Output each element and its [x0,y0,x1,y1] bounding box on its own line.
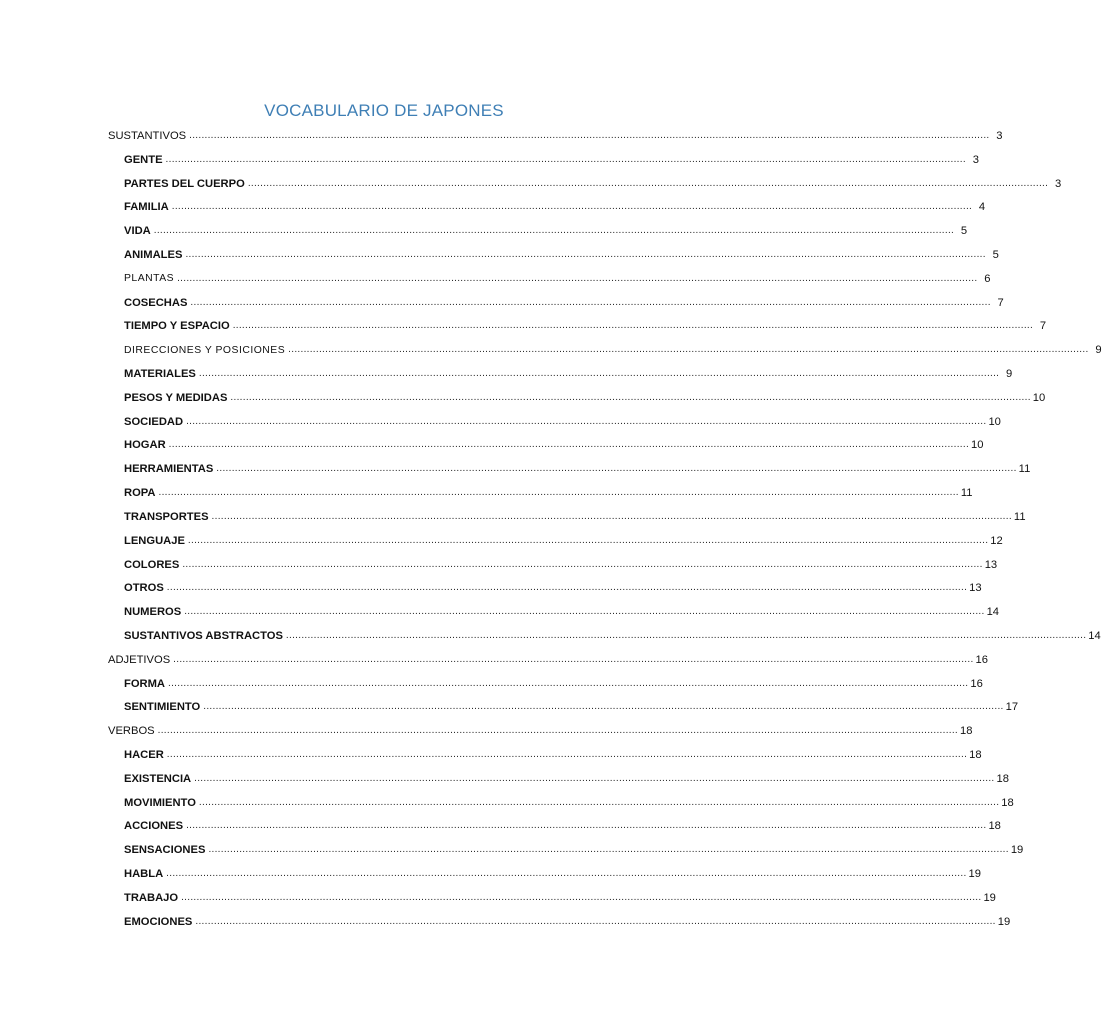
toc-entry-label[interactable]: VIDA [124,225,151,238]
toc-entry[interactable] [108,291,1004,315]
toc-entry[interactable] [108,219,968,243]
dot-leader: .................................................................................................................................................................................................................................................................... [185,248,986,260]
toc-entry-page-number[interactable]: 7 [1039,320,1047,333]
toc-entry-label[interactable]: DIRECCIONES Y POSICIONES [124,344,286,356]
toc-entry-page-number[interactable]: 18 [1001,796,1014,809]
toc-entry[interactable] [108,434,984,458]
dot-leader: .................................................................................................................................................................................................................................................................... [173,653,974,665]
dot-leader: .................................................................................................................................................................................................................................................................... [189,129,990,141]
toc-entry-label[interactable]: PARTES DEL CUERPO [124,177,245,190]
dot-leader: .................................................................................................................................................................................................................................................................... [157,725,959,737]
toc-entry-page-number[interactable]: 11 [1013,510,1026,523]
toc-entry-label[interactable]: COSECHAS [124,296,188,309]
toc-entry-page-number[interactable]: 18 [996,772,1009,785]
toc-entry[interactable] [108,815,1001,839]
toc-entry-label[interactable]: TRANSPORTES [124,510,209,523]
toc-entry-label[interactable]: FORMA [124,677,166,690]
document-title: VOCABULARIO DE JAPONES [264,101,504,120]
table-of-contents [108,124,1102,934]
dot-leader: .................................................................................................................................................................................................................................................................... [153,225,955,237]
dot-leader: .................................................................................................................................................................................................................................................................... [285,629,1087,641]
toc-entry[interactable] [108,386,1046,410]
toc-entry[interactable] [108,481,973,505]
toc-entry-label[interactable]: HACER [124,749,164,762]
toc-entry-page-number[interactable]: 3 [972,153,979,166]
toc-entry-label[interactable]: MOVIMIENTO [124,796,196,809]
toc-entry-page-number[interactable]: 9 [1095,344,1102,357]
toc-entry[interactable] [108,172,1062,196]
toc-entry-page-number[interactable]: 10 [971,439,984,452]
toc-entry-page-number[interactable]: 17 [1005,701,1019,714]
dot-leader: .................................................................................................................................................................................................................................................................... [187,534,989,546]
toc-entry[interactable] [108,743,982,767]
toc-entry[interactable] [108,600,1000,624]
toc-entry[interactable] [108,886,996,910]
toc-entry-label[interactable]: PESOS Y MEDIDAS [124,391,228,404]
dot-leader: .................................................................................................................................................................................................................................................................... [198,368,1000,380]
toc-entry-page-number[interactable]: 10 [988,415,1001,428]
toc-entry-label[interactable]: PLANTAS [124,273,175,285]
toc-entry-page-number[interactable]: 5 [960,225,968,238]
toc-entry-label[interactable]: SUSTANTIVOS [108,129,187,142]
toc-entry-label[interactable]: SENTIMIENTO [124,701,201,714]
toc-entry[interactable] [108,243,999,267]
toc-entry-label[interactable]: OTROS [124,582,164,595]
toc-entry-page-number[interactable]: 13 [984,558,998,571]
dot-leader: .................................................................................................................................................................................................................................................................... [177,272,978,284]
dot-leader: .................................................................................................................................................................................................................................................................... [247,177,1049,189]
dot-leader: .................................................................................................................................................................................................................................................................... [194,772,995,784]
toc-entry[interactable] [108,338,1102,362]
toc-entry[interactable] [108,862,981,886]
toc-entry[interactable] [108,124,1003,148]
toc-entry-label[interactable]: MATERIALES [124,368,196,381]
dot-leader: .................................................................................................................................................................................................................................................................... [184,606,985,618]
toc-entry-label[interactable]: HABLA [124,868,164,881]
dot-leader: .................................................................................................................................................................................................................................................................... [216,463,1017,475]
toc-entry[interactable] [108,529,1003,553]
toc-entry[interactable] [108,791,1014,815]
dot-leader: .................................................................................................................................................................................................................................................................... [198,796,1000,808]
dot-leader: .................................................................................................................................................................................................................................................................... [165,153,966,165]
dot-leader: .................................................................................................................................................................................................................................................................... [166,868,967,880]
toc-entry[interactable] [108,767,1009,791]
dot-leader: .................................................................................................................................................................................................................................................................... [232,320,1034,332]
toc-entry-page-number[interactable]: 18 [988,820,1001,833]
toc-entry[interactable] [108,148,979,172]
toc-entry-page-number[interactable]: 3 [1054,177,1062,190]
dot-leader: .................................................................................................................................................................................................................................................................... [288,344,1089,356]
toc-entry-page-number[interactable]: 13 [969,582,982,595]
toc-entry-label[interactable]: ACCIONES [124,820,184,833]
toc-entry[interactable] [108,315,1047,339]
toc-entry-label[interactable]: EXISTENCIA [124,772,192,785]
toc-entry[interactable] [108,267,991,291]
toc-entry-label[interactable]: FAMILIA [124,201,169,214]
toc-entry-label[interactable]: ROPA [124,487,156,500]
toc-entry-label[interactable]: SUSTANTIVOS ABSTRACTOS [124,629,283,642]
toc-entry-page-number[interactable]: 4 [978,201,986,214]
dot-leader: .................................................................................................................................................................................................................................................................... [195,915,996,927]
toc-entry[interactable] [108,195,986,219]
toc-entry-page-number[interactable]: 19 [997,915,1011,928]
toc-entry[interactable] [108,910,1011,934]
toc-entry-label[interactable]: TRABAJO [124,891,179,904]
dot-leader: .................................................................................................................................................................................................................................................................... [186,415,987,427]
toc-entry-label[interactable]: COLORES [124,558,180,571]
toc-entry[interactable] [108,648,988,672]
toc-entry-page-number[interactable]: 5 [992,248,999,261]
toc-entry-label[interactable]: VERBOS [108,725,155,738]
toc-entry[interactable] [108,505,1026,529]
toc-entry-page-number[interactable]: 9 [1006,368,1013,381]
toc-entry[interactable] [108,457,1031,481]
toc-entry[interactable] [108,362,1013,386]
dot-leader: .................................................................................................................................................................................................................................................................... [168,439,970,451]
toc-entry-label[interactable]: GENTE [124,153,163,166]
dot-leader: .................................................................................................................................................................................................................................................................... [181,891,982,903]
toc-entry[interactable] [108,838,1024,862]
toc-entry-page-number[interactable]: 19 [968,868,981,881]
toc-entry-page-number[interactable]: 10 [1032,391,1046,404]
toc-entry-label[interactable]: EMOCIONES [124,915,193,928]
toc-entry-page-number[interactable]: 16 [970,677,983,690]
toc-entry-page-number[interactable]: 6 [984,272,991,285]
dot-leader: .................................................................................................................................................................................................................................................................... [168,677,969,689]
toc-entry-label[interactable]: HOGAR [124,439,166,452]
toc-entry-label[interactable]: ANIMALES [124,248,183,261]
toc-entry-page-number[interactable]: 3 [996,129,1003,142]
toc-entry-label[interactable]: LENGUAJE [124,534,185,547]
toc-entry-label[interactable]: TIEMPO Y ESPACIO [124,320,230,333]
toc-entry-page-number[interactable]: 14 [1088,629,1101,642]
dot-leader: .................................................................................................................................................................................................................................................................... [211,510,1012,522]
dot-leader: .................................................................................................................................................................................................................................................................... [182,558,983,570]
toc-entry-label[interactable]: SOCIEDAD [124,415,184,428]
toc-entry-page-number[interactable]: 18 [960,725,973,738]
toc-entry[interactable] [108,696,1019,720]
dot-leader: .................................................................................................................................................................................................................................................................... [186,820,987,832]
dot-leader: .................................................................................................................................................................................................................................................................... [166,749,968,761]
dot-leader: .................................................................................................................................................................................................................................................................... [166,582,968,594]
toc-entry[interactable] [108,410,1001,434]
toc-entry-page-number[interactable]: 11 [1018,463,1031,476]
toc-entry[interactable] [108,719,973,743]
toc-entry[interactable] [108,576,982,600]
dot-leader: .................................................................................................................................................................................................................................................................... [171,201,973,213]
toc-entry-label[interactable]: HERRAMIENTAS [124,463,214,476]
toc-entry-page-number[interactable]: 18 [969,749,982,762]
toc-entry-page-number[interactable]: 7 [997,296,1004,309]
toc-entry-page-number[interactable]: 16 [975,653,988,666]
toc-entry-page-number[interactable]: 14 [986,606,1000,619]
toc-entry-label[interactable]: NUMEROS [124,606,182,619]
dot-leader: .................................................................................................................................................................................................................................................................... [190,296,991,308]
toc-entry-page-number[interactable]: 12 [990,534,1003,547]
toc-entry-page-number[interactable]: 19 [1010,844,1024,857]
toc-entry-page-number[interactable]: 11 [960,487,973,500]
toc-entry-label[interactable]: ADJETIVOS [108,653,171,666]
dot-leader: .................................................................................................................................................................................................................................................................... [208,844,1009,856]
toc-entry[interactable] [108,553,998,577]
toc-entry-label[interactable]: SENSACIONES [124,844,206,857]
toc-entry[interactable] [108,672,983,696]
toc-entry-page-number[interactable]: 19 [983,891,996,904]
toc-entry[interactable] [108,624,1101,648]
dot-leader: .................................................................................................................................................................................................................................................................... [158,487,959,499]
dot-leader: .................................................................................................................................................................................................................................................................... [203,701,1004,713]
dot-leader: .................................................................................................................................................................................................................................................................... [230,391,1031,403]
